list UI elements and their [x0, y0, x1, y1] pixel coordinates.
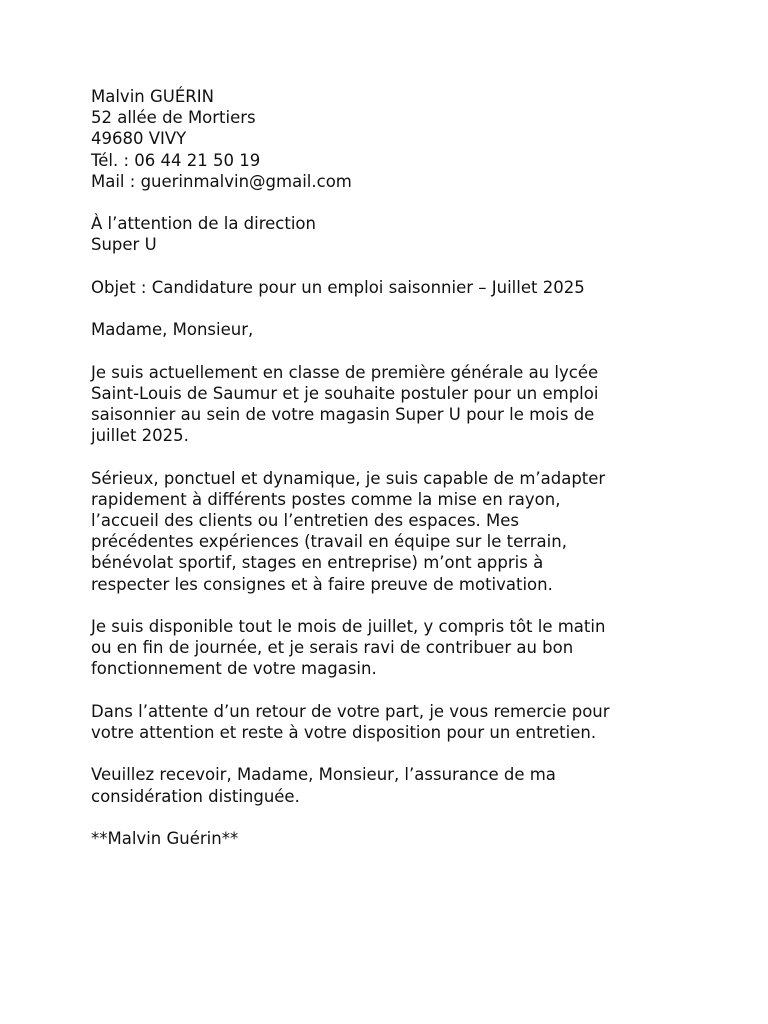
spacer [91, 680, 728, 701]
spacer [91, 595, 728, 616]
recipient-company: Super U [91, 235, 157, 255]
paragraph-line: juillet 2025. [91, 426, 189, 446]
paragraph-line: Je suis disponible tout le mois de juillet, y compris tôt le matin [91, 616, 606, 636]
paragraph-4 [91, 701, 728, 743]
paragraph-line: Sérieux, ponctuel et dynamique, je suis capable de m’adapter [91, 468, 606, 488]
paragraph-line: rapidement à différents postes comme la mise en rayon, [91, 489, 561, 509]
paragraph-line: précédentes expériences (travail en équipe sur le terrain, [91, 532, 567, 552]
paragraph-line: ou en fin de journée, et je serais ravi de contribuer au bon [91, 638, 574, 658]
spacer [91, 446, 728, 467]
paragraph-1 [91, 362, 728, 447]
paragraph-2 [91, 468, 728, 595]
spacer [91, 298, 728, 319]
spacer [91, 340, 728, 361]
spacer [91, 743, 728, 764]
paragraph-line: saisonnier au sein de votre magasin Super U pour le mois de [91, 404, 595, 424]
paragraph-line: respecter les consignes et à faire preuve de motivation. [91, 574, 553, 594]
paragraph-3 [91, 616, 728, 680]
paragraph-5 [91, 764, 728, 806]
sender-phone: Tél. : 06 44 21 50 19 [91, 150, 261, 170]
paragraph-line: l’accueil des clients ou l’entretien des espaces. Mes [91, 510, 520, 530]
sender-city: 49680 VIVY [91, 129, 187, 149]
sender-name: Malvin GUÉRIN [91, 87, 214, 106]
paragraph-line: Saint-Louis de Saumur et je souhaite postuler pour un emploi [91, 383, 599, 403]
recipient-block [91, 213, 728, 255]
subject-line: Objet : Candidature pour un emploi saisonnier – Juillet 2025 [91, 277, 585, 297]
paragraph-line: fonctionnement de votre magasin. [91, 659, 377, 679]
paragraph-line: bénévolat sportif, stages en entreprise) m’ont appris à [91, 553, 544, 573]
signature: **Malvin Guérin** [91, 828, 239, 848]
paragraph-line: votre attention et reste à votre disposition pour un entretien. [91, 722, 597, 742]
sender-block [91, 86, 728, 192]
paragraph-line: Veuillez recevoir, Madame, Monsieur, l’assurance de ma [91, 765, 556, 785]
sender-street: 52 allée de Mortiers [91, 108, 256, 128]
sender-email: Mail : guerinmalvin@gmail.com [91, 171, 352, 191]
paragraph-line: Je suis actuellement en classe de première générale au lycée [91, 362, 599, 382]
spacer [91, 192, 728, 213]
spacer [91, 256, 728, 277]
recipient-attention: À l’attention de la direction [91, 214, 316, 234]
spacer [91, 807, 728, 828]
paragraph-line: considération distinguée. [91, 786, 300, 806]
salutation: Madame, Monsieur, [91, 320, 254, 340]
paragraph-line: Dans l’attente d’un retour de votre part, je vous remercie pour [91, 701, 610, 721]
